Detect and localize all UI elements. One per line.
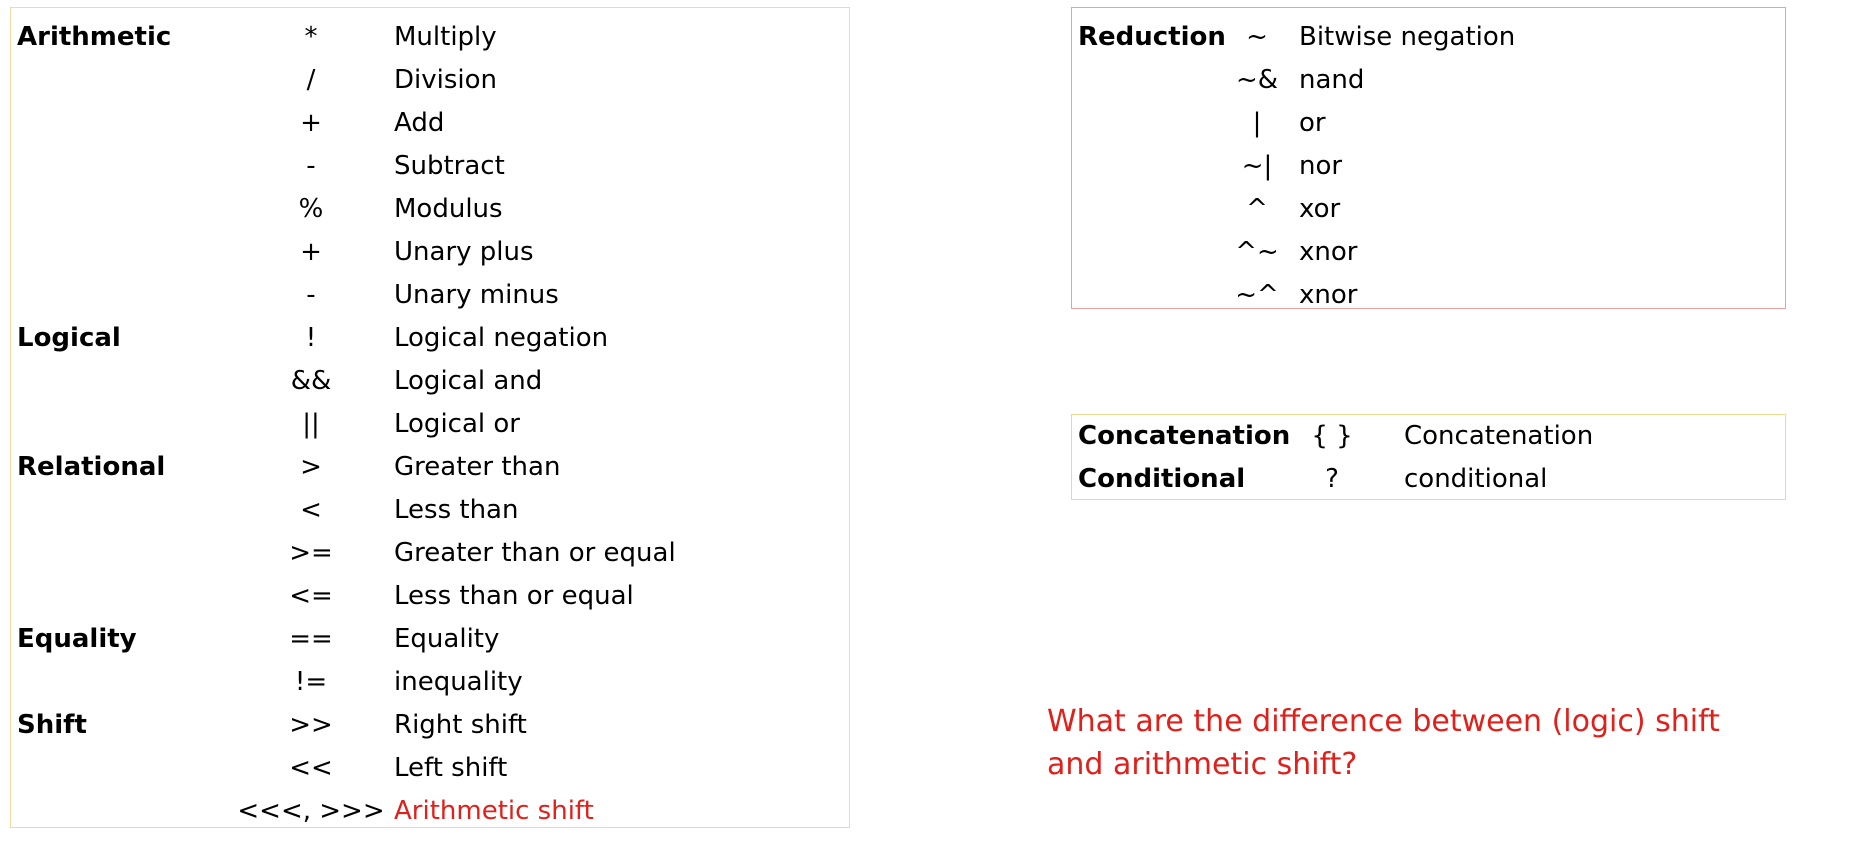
operator-description: Unary minus [394, 280, 559, 310]
operator-row [11, 59, 849, 102]
operator-description: Modulus [394, 194, 503, 224]
category-label: Conditional [1078, 464, 1246, 494]
operator-description: Concatenation [1404, 421, 1594, 451]
operator-row [11, 403, 849, 446]
operator-description: Bitwise negation [1299, 22, 1516, 52]
reduction-operators-table [1071, 7, 1786, 309]
operator-symbol: && [290, 366, 332, 396]
operator-symbol: % [298, 194, 324, 224]
category-label: Concatenation [1078, 421, 1291, 451]
operator-description: nand [1299, 65, 1365, 95]
operator-description: Arithmetic shift [394, 796, 594, 826]
reduction-row [1072, 59, 1785, 102]
operator-row [11, 704, 849, 747]
operator-row [11, 661, 849, 704]
operator-symbol: > [300, 452, 322, 482]
operator-symbol: { } [1311, 421, 1353, 451]
operator-symbol: << [289, 753, 333, 783]
operator-symbol: ? [1325, 464, 1339, 494]
operator-symbol: ! [305, 323, 317, 353]
operator-description: Multiply [394, 22, 497, 52]
operator-row [11, 618, 849, 661]
operator-description: xnor [1299, 237, 1358, 267]
operator-symbol: ~& [1235, 65, 1279, 95]
reduction-row [1072, 16, 1785, 59]
operator-symbol: * [304, 22, 318, 52]
operator-symbol: == [289, 624, 333, 654]
operator-row [11, 274, 849, 317]
operator-row [11, 446, 849, 489]
operator-description: nor [1299, 151, 1343, 181]
operator-row [11, 489, 849, 532]
concat-row [1072, 415, 1785, 458]
operator-symbol: >= [289, 538, 333, 568]
operator-description: conditional [1404, 464, 1548, 494]
operator-description: Division [394, 65, 498, 95]
operator-symbol: | [1252, 108, 1262, 138]
operator-symbol: ^ [1246, 194, 1268, 224]
operator-row [11, 575, 849, 618]
category-label: Equality [17, 624, 137, 654]
operator-symbol: <= [289, 581, 333, 611]
category-label: Logical [17, 323, 121, 353]
operator-description: inequality [394, 667, 523, 697]
operator-description: Logical and [394, 366, 543, 396]
operator-row [11, 102, 849, 145]
operator-row [11, 532, 849, 575]
category-label: Relational [17, 452, 166, 482]
operator-description: xor [1299, 194, 1341, 224]
concatenation-conditional-table [1071, 414, 1786, 500]
operator-row [11, 317, 849, 360]
operator-description: Right shift [394, 710, 527, 740]
operator-symbol: - [306, 151, 316, 181]
operator-symbol: + [300, 237, 322, 267]
operators-table [10, 7, 850, 828]
reduction-row [1072, 188, 1785, 231]
operator-description: xnor [1299, 280, 1358, 310]
operator-description: Subtract [394, 151, 505, 181]
operator-description: Greater than or equal [394, 538, 676, 568]
operator-symbol: < [300, 495, 322, 525]
operator-symbol: ~ [1246, 22, 1268, 52]
question-line-1: What are the difference between (logic) shift [1047, 704, 1720, 739]
operator-description: Greater than [394, 452, 561, 482]
operator-row [11, 16, 849, 59]
concat-row [1072, 458, 1785, 501]
operator-row [11, 188, 849, 231]
operator-row [11, 790, 849, 833]
operator-row [11, 747, 849, 790]
reduction-row [1072, 274, 1785, 317]
operator-symbol: - [306, 280, 316, 310]
operator-description: Logical negation [394, 323, 609, 353]
operator-description: Logical or [394, 409, 520, 439]
reduction-row [1072, 102, 1785, 145]
operator-row [11, 231, 849, 274]
operator-description: Less than or equal [394, 581, 634, 611]
operator-symbol: ^~ [1235, 237, 1279, 267]
operator-description: Less than [394, 495, 519, 525]
operator-symbol: + [300, 108, 322, 138]
operator-description: Unary plus [394, 237, 534, 267]
category-label: Arithmetic [17, 22, 172, 52]
operator-symbol: / [306, 65, 316, 95]
shift-question [1047, 700, 1807, 786]
operator-row [11, 360, 849, 403]
reduction-row [1072, 231, 1785, 274]
operator-symbol: != [294, 667, 328, 697]
operator-symbol: ~^ [1235, 280, 1279, 310]
operator-description: Equality [394, 624, 500, 654]
operator-description: Add [394, 108, 445, 138]
reduction-row [1072, 145, 1785, 188]
operator-symbol: || [302, 409, 320, 439]
question-line-2: and arithmetic shift? [1047, 747, 1358, 782]
operator-symbol: <<<, >>> [237, 796, 385, 826]
category-label: Shift [17, 710, 87, 740]
operator-description: Left shift [394, 753, 508, 783]
operator-row [11, 145, 849, 188]
operator-symbol: ~| [1241, 151, 1273, 181]
category-label: Reduction [1078, 22, 1226, 52]
operator-symbol: >> [289, 710, 333, 740]
operator-description: or [1299, 108, 1326, 138]
